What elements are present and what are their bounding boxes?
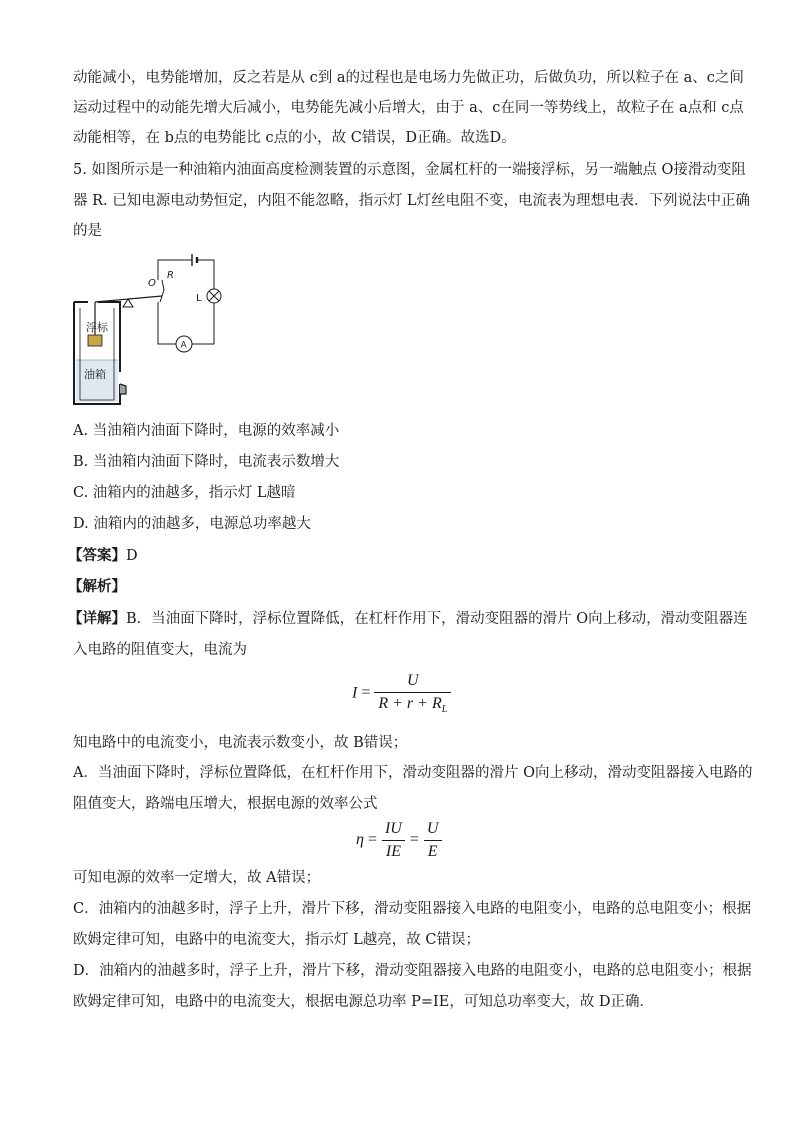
equation-current <box>352 672 451 715</box>
tank-label: 油箱 <box>84 368 106 381</box>
option-c: C. 油箱内的油越多，指示灯 L越暗 <box>73 485 296 501</box>
question-line-1: 5. 如图所示是一种油箱内油面高度检测装置的示意图，金属杠杆的一端接浮标，另一端触点 O接滑动变阻 <box>73 162 746 178</box>
detail-a-line-3: 可知电源的效率一定增大，故 A错误； <box>73 870 321 886</box>
eq2-denominator-2: E <box>424 840 442 861</box>
eq1-den-sub: L <box>441 704 448 716</box>
label-L: L <box>196 293 202 304</box>
float-label: 浮标 <box>86 321 108 334</box>
detail-d-line-2: 欧姆定律可知，电路中的电流变大，根据电源总功率 P=IE，可知总功率变大，故 D正确． <box>73 994 655 1010</box>
question-line-2: 器 R. 已知电源电动势恒定，内阻不能忽略，指示灯 L灯丝电阻不变，电流表为理想电表．下列说法中正确 <box>73 193 750 209</box>
eq1-denominator <box>374 692 451 715</box>
wire-right <box>192 303 214 344</box>
oil-tank <box>74 302 126 404</box>
wire-top-left <box>158 260 192 272</box>
answer-line <box>68 545 728 567</box>
label-A: A <box>180 340 187 351</box>
prev-line-1: 动能减小，电势能增加，反之若是从 c到 a的过程也是电场力先做正功，后做负功，所以粒子在 a、c之间 <box>73 70 744 86</box>
eq2-denominator-1: IE <box>382 840 405 861</box>
eq2-equals-1: = <box>367 831 377 849</box>
option-b: B. 当油箱内油面下降时，电流表示数增大 <box>73 454 340 470</box>
question-line-3: 的是 <box>73 223 102 239</box>
eq2-lhs: η <box>356 831 364 849</box>
wire-top-right <box>197 260 214 289</box>
detail-c-line-2: 欧姆定律可知，电路中的电流变大，指示灯 L越亮，故 C错误； <box>73 932 480 948</box>
fulcrum-icon <box>123 299 133 307</box>
detail-a-line-1: A．当油面下降时，浮标位置降低，在杠杆作用下，滑动变阻器的滑片 O向上移动，滑动变阻器接入电路的 <box>73 765 753 781</box>
tank-outlet <box>120 384 126 394</box>
eq2-numerator-1: IU <box>384 820 402 837</box>
eq1-equals: = <box>361 684 371 702</box>
float-icon <box>88 335 102 346</box>
answer-value: D <box>126 548 138 564</box>
eq2-equals-2: = <box>409 831 419 849</box>
detail-b-text-1: B．当油面下降时，浮标位置降低，在杠杆作用下，滑动变阻器的滑片 O向上移动，滑动变阻器连 <box>126 611 748 627</box>
detail-tag: 【详解】 <box>68 610 126 627</box>
label-R: R <box>167 270 174 281</box>
detail-b-line-3: 知电路中的电流变小，电流表示数变小，故 B错误； <box>73 735 408 751</box>
analysis-line <box>68 576 728 598</box>
eq2-numerator-2: U <box>426 820 439 837</box>
detail-a-line-2: 阻值变大，路端电压增大，根据电源的效率公式 <box>73 796 378 812</box>
eq1-fraction <box>374 672 451 715</box>
rheostat-icon <box>160 280 164 302</box>
option-a: A. 当油箱内油面下降时，电源的效率减小 <box>73 423 340 439</box>
eq1-lhs: I <box>352 684 358 702</box>
oil-fill <box>76 360 118 402</box>
detail-d-line-1: D．油箱内的油越多时，浮子上升，滑片下移，滑动变阻器接入电路的电阻变小，电路的总电阻变小；根据 <box>73 963 752 979</box>
prev-line-2: 运动过程中的动能先增大后减小，电势能先减小后增大，由于 a、c在同一等势线上，故粒子在 a点和 c点 <box>73 100 744 116</box>
answer-tag: 【答案】 <box>68 547 126 564</box>
eq1-den-text: R + r + R <box>378 695 442 712</box>
eq1-numerator: U <box>407 672 419 689</box>
option-d: D. 油箱内的油越多，电源总功率越大 <box>73 516 311 532</box>
eq2-fraction-2 <box>423 820 443 861</box>
prev-line-3: 动能相等，在 b点的电势能比 c点的小，故 C错误，D正确。故选D。 <box>73 130 516 146</box>
detail-b-line-2: 入电路的阻值变大，电流为 <box>73 642 247 658</box>
circuit-figure <box>68 252 228 412</box>
detail-b-line-1 <box>68 608 748 630</box>
label-O: O <box>148 278 156 289</box>
eq2-fraction-1 <box>381 820 406 861</box>
equation-efficiency <box>356 820 442 861</box>
detail-c-line-1: C．油箱内的油越多时，浮子上升，滑片下移，滑动变阻器接入电路的电阻变小，电路的总电阻变小；根据 <box>73 901 752 917</box>
wire-bottom-left <box>158 302 176 344</box>
analysis-tag: 【解析】 <box>68 578 126 595</box>
